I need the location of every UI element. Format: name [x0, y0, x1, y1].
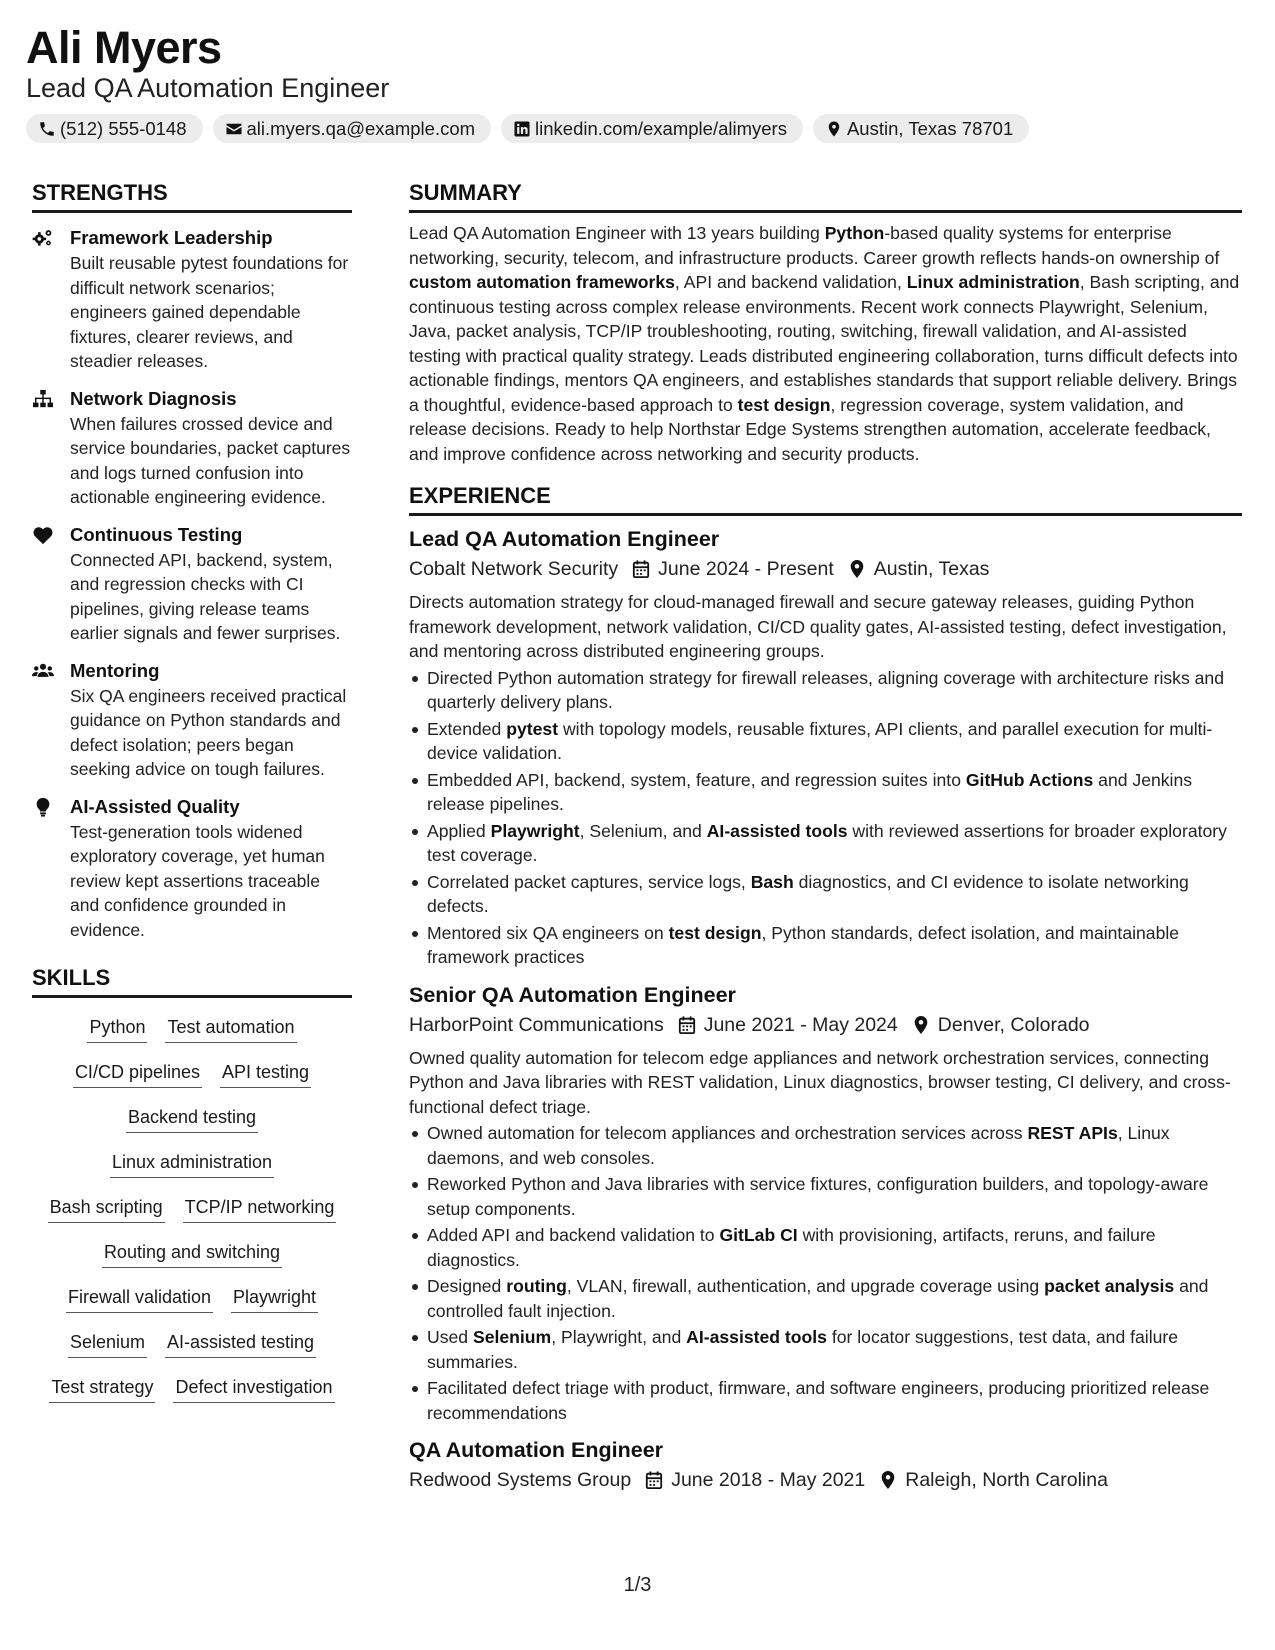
- job-entry: [409, 524, 1242, 970]
- text-run: , Selenium, and: [579, 820, 707, 841]
- contact-linkedin[interactable]: [501, 114, 803, 143]
- text-run: Added API and backend validation to: [427, 1225, 720, 1245]
- skill-tag: AI-assisted testing: [165, 1329, 316, 1358]
- calendar-icon-wrap: [678, 1015, 696, 1035]
- strength-item: [32, 522, 352, 646]
- contact-email[interactable]: [213, 114, 492, 143]
- bullet-item: [409, 921, 1242, 970]
- skill-row: [66, 1278, 318, 1323]
- skill-tag: Test strategy: [49, 1374, 155, 1403]
- text-run: Embedded API, backend, system, feature, and regression suites into: [427, 769, 966, 790]
- bullet-item: [409, 819, 1242, 868]
- skill-row: [110, 1143, 274, 1188]
- job-dates: June 2018 - May 2021: [671, 1469, 866, 1491]
- strength-title: AI-Assisted Quality: [70, 795, 240, 817]
- text-run: , Playwright, and: [551, 1327, 687, 1347]
- skill-tag: Python: [87, 1014, 147, 1043]
- job-meta: [409, 1466, 1242, 1494]
- strength-desc: Connected API, backend, system, and regression checks with CI pipelines, giving release teams earlier signals and fewer surprises.: [70, 549, 341, 643]
- bold-text: test design: [737, 394, 831, 415]
- job-bullets: [409, 666, 1242, 970]
- strength-item: [32, 225, 352, 374]
- text-run: , Python standards, defect isolation, and maintainable framework practices: [427, 922, 1180, 967]
- page-number: 1/3: [623, 1574, 652, 1596]
- contact-bar: [26, 114, 1256, 143]
- bold-text: Linux administration: [906, 272, 1080, 292]
- email-text: ali.myers.qa@example.com: [246, 117, 476, 139]
- job-entry: [409, 1435, 1242, 1494]
- strength-item: [32, 658, 352, 782]
- location-text: Austin, Texas 78701: [846, 117, 1014, 139]
- bullet-item: [409, 1325, 1242, 1374]
- bold-text: routing: [506, 1276, 567, 1296]
- skill-row: [126, 1098, 258, 1143]
- contact-location[interactable]: [813, 114, 1029, 143]
- bold-text: REST APIs: [1027, 1123, 1118, 1143]
- job-description: Owned quality automation for telecom edge appliances and network orchestration services, connecting Python and Java libraries with REST validation, Linux diagnostics, browser testing, CI delivery, and cross-functional defect triage.: [409, 1047, 1231, 1117]
- calendar-icon: [645, 1470, 663, 1490]
- job-company: Redwood Systems Group: [409, 1469, 632, 1491]
- strengths-heading: STRENGTHS: [32, 178, 352, 213]
- bold-text: AI-assisted tools: [686, 1327, 827, 1347]
- bullet-item: [409, 870, 1242, 919]
- bold-text: Playwright: [490, 820, 580, 841]
- map-pin-icon: [848, 559, 866, 579]
- location-icon-wrap: [848, 559, 866, 579]
- envelope-icon: [225, 120, 243, 138]
- linkedin-icon: [513, 120, 531, 138]
- job-title: Lead QA Automation Engineer: [409, 527, 720, 551]
- job-title: QA Automation Engineer: [409, 1438, 664, 1462]
- strength-item: [32, 794, 352, 943]
- bold-text: packet analysis: [1044, 1276, 1175, 1296]
- text-run: -based quality systems for enterprise networking, security, telecom, and infrastructure products. Career growth reflects hands-on ownership of: [409, 223, 1220, 268]
- calendar-icon: [632, 559, 650, 579]
- bold-text: GitHub Actions: [965, 769, 1094, 790]
- text-run: Facilitated defect triage with product, firmware, and software engineers, producing prioritized release recommendations: [427, 1378, 1210, 1423]
- strength-title: Framework Leadership: [70, 227, 273, 248]
- skill-row: [102, 1233, 282, 1278]
- calendar-icon-wrap: [632, 559, 650, 579]
- resume-header: [26, 22, 1256, 143]
- text-run: diagnostics, and CI evidence to isolate networking defects.: [427, 871, 1189, 916]
- skill-tag: Backend testing: [126, 1104, 258, 1133]
- network-icon: [32, 389, 54, 409]
- text-run: , regression coverage, system validation, and release decisions. Ready to help Northstar Edge Systems strengthen automation, accelerate feedback, and improve confidence across networking and security products.: [409, 394, 1211, 464]
- summary-heading: SUMMARY: [409, 178, 1242, 213]
- job-description: Directs automation strategy for cloud-managed firewall and secure gateway releases, guiding Python framework development, network validation, CI/CD quality gates, AI-assisted testing, defect investigation, and mentoring across distributed engineering groups.: [409, 592, 1227, 661]
- map-pin-icon: [879, 1470, 897, 1490]
- skill-tag: API testing: [220, 1059, 311, 1088]
- job-dates: June 2021 - May 2024: [703, 1013, 898, 1036]
- heart-icon: [32, 525, 54, 545]
- text-run: , VLAN, firewall, authentication, and upgrade coverage using: [566, 1276, 1045, 1296]
- skill-tag: Bash scripting: [48, 1194, 165, 1223]
- users-icon: [32, 661, 54, 681]
- map-pin-icon: [825, 120, 843, 138]
- bullet-item: [409, 1223, 1242, 1272]
- text-run: and controlled fault injection.: [427, 1276, 1209, 1321]
- job-company: HarborPoint Communications: [409, 1013, 664, 1036]
- text-run: Lead QA Automation Engineer with 13 years building: [409, 223, 825, 243]
- text-run: Extended: [427, 718, 507, 739]
- contact-phone[interactable]: [26, 114, 203, 143]
- job-title: Senior QA Automation Engineer: [409, 982, 736, 1007]
- job-company: Cobalt Network Security: [409, 558, 619, 580]
- job-dates: June 2024 - Present: [658, 558, 834, 580]
- strength-title: Mentoring: [70, 659, 160, 681]
- job-location: Raleigh, North Carolina: [905, 1469, 1108, 1491]
- bold-text: Python: [824, 223, 885, 243]
- linkedin-text: linkedin.com/example/alimyers: [535, 117, 787, 139]
- skill-row: [68, 1323, 316, 1368]
- strength-desc: Six QA engineers received practical guidance on Python standards and defect isolation; peers began seeking advice on tough failures.: [70, 685, 347, 779]
- text-run: , API and backend validation,: [674, 272, 907, 292]
- phone-icon: [38, 120, 56, 138]
- skill-tag: Routing and switching: [102, 1239, 282, 1268]
- text-run: Owned automation for telecom appliances and orchestration services across: [427, 1123, 1028, 1143]
- strength-desc: Built reusable pytest foundations for difficult network scenarios; engineers gained dependable fixtures, clearer reviews, and steadier releases.: [70, 253, 349, 371]
- bullet-item: [409, 1376, 1242, 1425]
- experience-list: [409, 524, 1242, 1494]
- text-run: , Bash scripting, and continuous testing across complex release environments. Recent work connects Playwright, Selenium, Java, packet analysis, TCP/IP troubleshooting, routing, switching, firewall validation, and AI-assisted testing with practical quality strategy. Leads distributed engineering collaboration, turns difficult defects into actionable findings, mentors QA engineers, and establishes standards that support reliable delivery. Brings a thoughtful, evidence-based approach to: [409, 272, 1240, 415]
- job-meta: [409, 1011, 1242, 1039]
- text-run: with topology models, reusable fixtures, API clients, and parallel execution for multi-device validation.: [427, 718, 1213, 763]
- calendar-icon-wrap: [645, 1470, 663, 1490]
- job-location: Austin, Texas: [873, 558, 990, 580]
- text-run: , Linux daemons, and web consoles.: [427, 1123, 1170, 1168]
- text-run: Reworked Python and Java libraries with service fixtures, configuration builders, and topology-aware setup components.: [427, 1174, 1209, 1219]
- text-run: Applied: [427, 820, 491, 841]
- text-run: Directed Python automation strategy for firewall releases, aligning coverage with architecture risks and quarterly delivery plans.: [427, 667, 1224, 712]
- skill-tag: Test automation: [165, 1014, 296, 1043]
- skill-tag: Firewall validation: [66, 1284, 213, 1313]
- bold-text: custom automation frameworks: [409, 272, 675, 292]
- bold-text: pytest: [506, 718, 559, 739]
- skill-tag: Linux administration: [110, 1149, 274, 1178]
- skills-heading: SKILLS: [32, 963, 352, 998]
- bullet-item: [409, 1274, 1242, 1323]
- skill-tag: Selenium: [68, 1329, 147, 1358]
- skill-tag: Playwright: [231, 1284, 318, 1313]
- bullet-item: [409, 1172, 1242, 1221]
- text-run: Used: [427, 1327, 473, 1347]
- bold-text: AI-assisted tools: [706, 820, 848, 841]
- strength-title: Network Diagnosis: [70, 387, 237, 409]
- bullet-item: [409, 768, 1242, 817]
- skill-tag: TCP/IP networking: [183, 1194, 337, 1223]
- skill-row: [87, 1008, 296, 1053]
- bold-text: Bash: [750, 871, 794, 892]
- strength-title: Continuous Testing: [70, 523, 243, 545]
- job-location: Denver, Colorado: [937, 1013, 1090, 1036]
- job-entry: [409, 980, 1242, 1426]
- gears-icon: [32, 228, 54, 248]
- text-run: Correlated packet captures, service logs,: [427, 871, 751, 892]
- left-column: [32, 178, 352, 1413]
- job-bullets: [409, 1121, 1242, 1425]
- text-run: Mentored six QA engineers on: [427, 922, 669, 943]
- summary-text: [409, 221, 1242, 466]
- skill-row: [73, 1053, 311, 1098]
- experience-heading: EXPERIENCE: [409, 481, 1242, 516]
- text-run: with provisioning, artifacts, reruns, and failure diagnostics.: [427, 1225, 1156, 1270]
- right-column: [409, 178, 1242, 1494]
- skills-list: [32, 1008, 352, 1413]
- candidate-name: Ali Myers: [26, 22, 222, 73]
- job-meta: [409, 555, 1242, 583]
- skill-row: [49, 1368, 334, 1413]
- bullet-item: [409, 717, 1242, 766]
- bold-text: Selenium: [472, 1327, 552, 1347]
- calendar-icon: [678, 1015, 696, 1035]
- text-run: and Jenkins release pipelines.: [427, 769, 1193, 814]
- lightbulb-icon: [32, 797, 54, 817]
- skill-row: [48, 1188, 337, 1233]
- skill-tag: Defect investigation: [173, 1374, 334, 1403]
- text-run: with reviewed assertions for broader exploratory test coverage.: [427, 820, 1227, 865]
- skill-tag: CI/CD pipelines: [73, 1059, 202, 1088]
- strength-item: [32, 386, 352, 510]
- strength-desc: When failures crossed device and service boundaries, packet captures and logs turned confusion into actionable engineering evidence.: [70, 413, 351, 507]
- bullet-item: [409, 666, 1242, 715]
- bold-text: test design: [668, 922, 762, 943]
- text-run: for locator suggestions, test data, and failure summaries.: [427, 1327, 1179, 1372]
- map-pin-icon: [912, 1015, 930, 1035]
- bullet-item: [409, 1121, 1242, 1170]
- location-icon-wrap: [879, 1470, 897, 1490]
- strength-desc: Test-generation tools widened exploratory coverage, yet human review kept assertions traceable and confidence grounded in evidence.: [70, 821, 325, 940]
- phone-text: (512) 555-0148: [60, 117, 187, 139]
- location-icon-wrap: [912, 1015, 930, 1035]
- bold-text: GitLab CI: [719, 1225, 798, 1245]
- candidate-role: Lead QA Automation Engineer: [26, 73, 390, 103]
- text-run: Designed: [427, 1276, 507, 1296]
